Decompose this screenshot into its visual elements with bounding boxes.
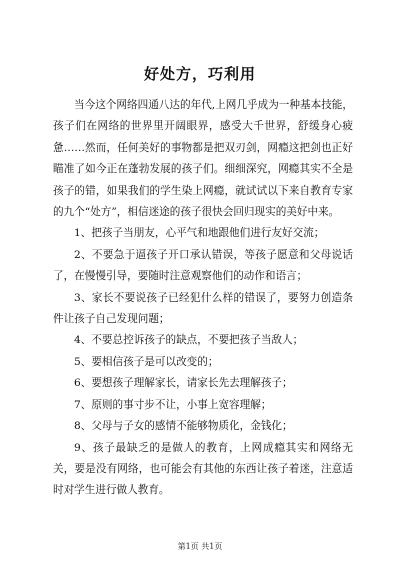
- page-number-footer: 第1页 共1页: [177, 542, 223, 551]
- intro-paragraph: 当今这个网络四通八达的年代,上网几乎成为一种基本技能，孩子们在网络的世界里开阔眼界，感受大千世界，舒缓身心疲惫……然而，任何美好的事物都是把双刃剑，网瘾这把剑也正好瞄准了如今正在蓬勃发展的孩子们。细细深究，网瘾其实不全是孩子的错，如果我们的学生染上网瘾，就试试以下来自教育专家的九个“处方”，相信迷途的孩子很快会回归现实的美好中来。: [53, 99, 353, 219]
- list-item: 3、家长不要说孩子已经犯什么样的错误了，要努力创造条件让孩子自己发现问题；: [53, 291, 353, 326]
- list-item: 5、要相信孩子是可以改变的；: [74, 355, 219, 368]
- list-item: 9、孩子最缺乏的是做人的教育，上网成瘾其实和网络无关，要是没有网络，也可能会有其他的东西让孩子着迷，注意适时对学生进行做人教育。: [53, 441, 353, 497]
- list-item: 2、不要急于逼孩子开口承认错误，等孩子愿意和父母说话了，在慢慢引导，要随时注意观察他们的动作和语言；: [53, 248, 353, 283]
- list-item: 7、原则的事寸步不让，小事上宽容理解；: [74, 398, 272, 411]
- list-item: 4、不要总控诉孩子的缺点，不要把孩子当敌人；: [74, 334, 304, 347]
- list-item: 6、要想孩子理解家长，请家长先去理解孩子；: [74, 377, 293, 390]
- list-item: 8、父母与子女的感情不能够物质化，金钱化；: [74, 420, 293, 433]
- document-title: 好处方，巧利用: [143, 65, 256, 83]
- list-item: 1、把孩子当朋友，心平气和地跟他们进行友好交流；: [74, 227, 325, 240]
- document-body: [53, 95, 353, 502]
